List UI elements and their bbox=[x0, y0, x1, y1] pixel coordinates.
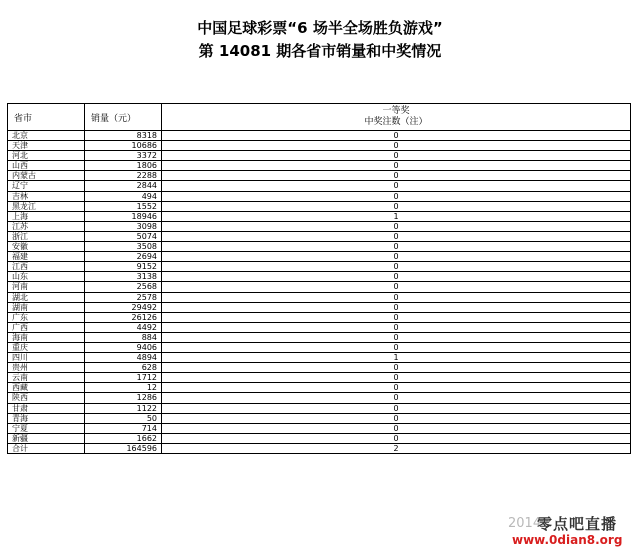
cell-province: 江西 bbox=[8, 262, 85, 272]
cell-sales: 164596 bbox=[85, 443, 162, 453]
cell-winners: 0 bbox=[162, 363, 631, 373]
cell-sales: 4492 bbox=[85, 322, 162, 332]
cell-sales: 4894 bbox=[85, 353, 162, 363]
table-row bbox=[8, 252, 631, 262]
cell-sales: 1286 bbox=[85, 393, 162, 403]
watermark-year: 2014 bbox=[508, 516, 542, 531]
table-row bbox=[8, 342, 631, 352]
table-row bbox=[8, 242, 631, 252]
cell-winners: 0 bbox=[162, 342, 631, 352]
cell-province: 内蒙古 bbox=[8, 171, 85, 181]
cell-sales: 2288 bbox=[85, 171, 162, 181]
table-row bbox=[8, 161, 631, 171]
cell-province: 湖北 bbox=[8, 292, 85, 302]
cell-sales: 3098 bbox=[85, 221, 162, 231]
cell-sales: 29492 bbox=[85, 302, 162, 312]
sales-table bbox=[7, 103, 631, 454]
cell-province: 山东 bbox=[8, 272, 85, 282]
cell-sales: 26126 bbox=[85, 312, 162, 322]
cell-province: 湖南 bbox=[8, 302, 85, 312]
cell-winners: 0 bbox=[162, 282, 631, 292]
cell-winners: 0 bbox=[162, 131, 631, 141]
cell-winners: 0 bbox=[162, 383, 631, 393]
table-row bbox=[8, 363, 631, 373]
cell-winners: 0 bbox=[162, 141, 631, 151]
cell-province: 广东 bbox=[8, 312, 85, 322]
table-row bbox=[8, 201, 631, 211]
cell-province: 浙江 bbox=[8, 231, 85, 241]
cell-sales: 2568 bbox=[85, 282, 162, 292]
table-row bbox=[8, 292, 631, 302]
cell-sales: 5074 bbox=[85, 231, 162, 241]
table-row bbox=[8, 433, 631, 443]
cell-province: 云南 bbox=[8, 373, 85, 383]
table-row bbox=[8, 353, 631, 363]
cell-province: 天津 bbox=[8, 141, 85, 151]
table-row bbox=[8, 332, 631, 342]
cell-winners: 0 bbox=[162, 332, 631, 342]
cell-province: 河南 bbox=[8, 282, 85, 292]
cell-winners: 0 bbox=[162, 231, 631, 241]
cell-sales: 714 bbox=[85, 423, 162, 433]
table-row bbox=[8, 211, 631, 221]
watermark-url: www.0dian8.org bbox=[512, 533, 623, 547]
cell-winners: 0 bbox=[162, 403, 631, 413]
table-row bbox=[8, 141, 631, 151]
cell-sales: 1552 bbox=[85, 201, 162, 211]
cell-province: 青海 bbox=[8, 413, 85, 423]
header-province: 省市 bbox=[8, 104, 85, 131]
cell-province: 北京 bbox=[8, 131, 85, 141]
cell-winners: 0 bbox=[162, 393, 631, 403]
table-row bbox=[8, 443, 631, 453]
cell-winners: 0 bbox=[162, 181, 631, 191]
cell-sales: 3508 bbox=[85, 242, 162, 252]
cell-sales: 12 bbox=[85, 383, 162, 393]
cell-sales: 1712 bbox=[85, 373, 162, 383]
cell-province: 重庆 bbox=[8, 342, 85, 352]
table-row bbox=[8, 272, 631, 282]
cell-winners: 0 bbox=[162, 262, 631, 272]
cell-province: 福建 bbox=[8, 252, 85, 262]
cell-sales: 9152 bbox=[85, 262, 162, 272]
table-row bbox=[8, 131, 631, 141]
table-row bbox=[8, 171, 631, 181]
cell-province: 西藏 bbox=[8, 383, 85, 393]
cell-sales: 8318 bbox=[85, 131, 162, 141]
table-row bbox=[8, 373, 631, 383]
cell-winners: 0 bbox=[162, 433, 631, 443]
cell-province: 上海 bbox=[8, 211, 85, 221]
table-row bbox=[8, 322, 631, 332]
cell-winners: 2 bbox=[162, 443, 631, 453]
cell-sales: 2578 bbox=[85, 292, 162, 302]
cell-province: 广西 bbox=[8, 322, 85, 332]
header-winning-bets: 中奖注数（注） bbox=[364, 117, 428, 127]
table-row bbox=[8, 191, 631, 201]
table-row bbox=[8, 282, 631, 292]
cell-sales: 50 bbox=[85, 413, 162, 423]
cell-province: 江苏 bbox=[8, 221, 85, 231]
cell-province: 河北 bbox=[8, 151, 85, 161]
cell-sales: 1806 bbox=[85, 161, 162, 171]
cell-sales: 2694 bbox=[85, 252, 162, 262]
table-row bbox=[8, 413, 631, 423]
header-first-prize-title: 一等奖 bbox=[382, 106, 410, 116]
cell-sales: 10686 bbox=[85, 141, 162, 151]
table-row bbox=[8, 151, 631, 161]
cell-sales: 628 bbox=[85, 363, 162, 373]
cell-winners: 0 bbox=[162, 171, 631, 181]
table-row bbox=[8, 393, 631, 403]
table-row bbox=[8, 312, 631, 322]
cell-winners: 0 bbox=[162, 201, 631, 211]
cell-sales: 1122 bbox=[85, 403, 162, 413]
cell-sales: 9406 bbox=[85, 342, 162, 352]
cell-winners: 0 bbox=[162, 322, 631, 332]
cell-province: 合计 bbox=[8, 443, 85, 453]
cell-winners: 0 bbox=[162, 191, 631, 201]
cell-winners: 0 bbox=[162, 242, 631, 252]
table-row bbox=[8, 221, 631, 231]
cell-winners: 0 bbox=[162, 272, 631, 282]
report-title-line2: 第 14081 期各省市销量和中奖情况 bbox=[198, 42, 442, 60]
cell-sales: 3138 bbox=[85, 272, 162, 282]
cell-winners: 0 bbox=[162, 373, 631, 383]
cell-sales: 3372 bbox=[85, 151, 162, 161]
cell-sales: 494 bbox=[85, 191, 162, 201]
cell-province: 贵州 bbox=[8, 363, 85, 373]
cell-province: 新疆 bbox=[8, 433, 85, 443]
cell-province: 吉林 bbox=[8, 191, 85, 201]
cell-province: 四川 bbox=[8, 353, 85, 363]
cell-winners: 1 bbox=[162, 353, 631, 363]
table-row bbox=[8, 383, 631, 393]
cell-winners: 1 bbox=[162, 211, 631, 221]
cell-winners: 0 bbox=[162, 423, 631, 433]
cell-winners: 0 bbox=[162, 252, 631, 262]
cell-province: 安徽 bbox=[8, 242, 85, 252]
table-header-row bbox=[8, 104, 631, 131]
cell-province: 甘肃 bbox=[8, 403, 85, 413]
cell-sales: 884 bbox=[85, 332, 162, 342]
cell-province: 山西 bbox=[8, 161, 85, 171]
cell-winners: 0 bbox=[162, 151, 631, 161]
table-row bbox=[8, 262, 631, 272]
cell-winners: 0 bbox=[162, 161, 631, 171]
cell-province: 宁夏 bbox=[8, 423, 85, 433]
cell-province: 海南 bbox=[8, 332, 85, 342]
table-row bbox=[8, 181, 631, 191]
cell-province: 黑龙江 bbox=[8, 201, 85, 211]
cell-province: 辽宁 bbox=[8, 181, 85, 191]
cell-winners: 0 bbox=[162, 292, 631, 302]
watermark-logo: 零点吧直播 bbox=[537, 515, 618, 533]
header-first-prize bbox=[162, 104, 631, 131]
header-sales: 销量（元） bbox=[85, 104, 162, 131]
report-title-line1: 中国足球彩票“6 场半全场胜负游戏” bbox=[197, 19, 443, 37]
cell-sales: 2844 bbox=[85, 181, 162, 191]
table-body bbox=[8, 131, 631, 454]
cell-sales: 1662 bbox=[85, 433, 162, 443]
cell-winners: 0 bbox=[162, 302, 631, 312]
table-row bbox=[8, 423, 631, 433]
cell-sales: 18946 bbox=[85, 211, 162, 221]
cell-winners: 0 bbox=[162, 413, 631, 423]
cell-province: 陕西 bbox=[8, 393, 85, 403]
cell-winners: 0 bbox=[162, 221, 631, 231]
table-row bbox=[8, 302, 631, 312]
table-row bbox=[8, 403, 631, 413]
table-row bbox=[8, 231, 631, 241]
cell-winners: 0 bbox=[162, 312, 631, 322]
